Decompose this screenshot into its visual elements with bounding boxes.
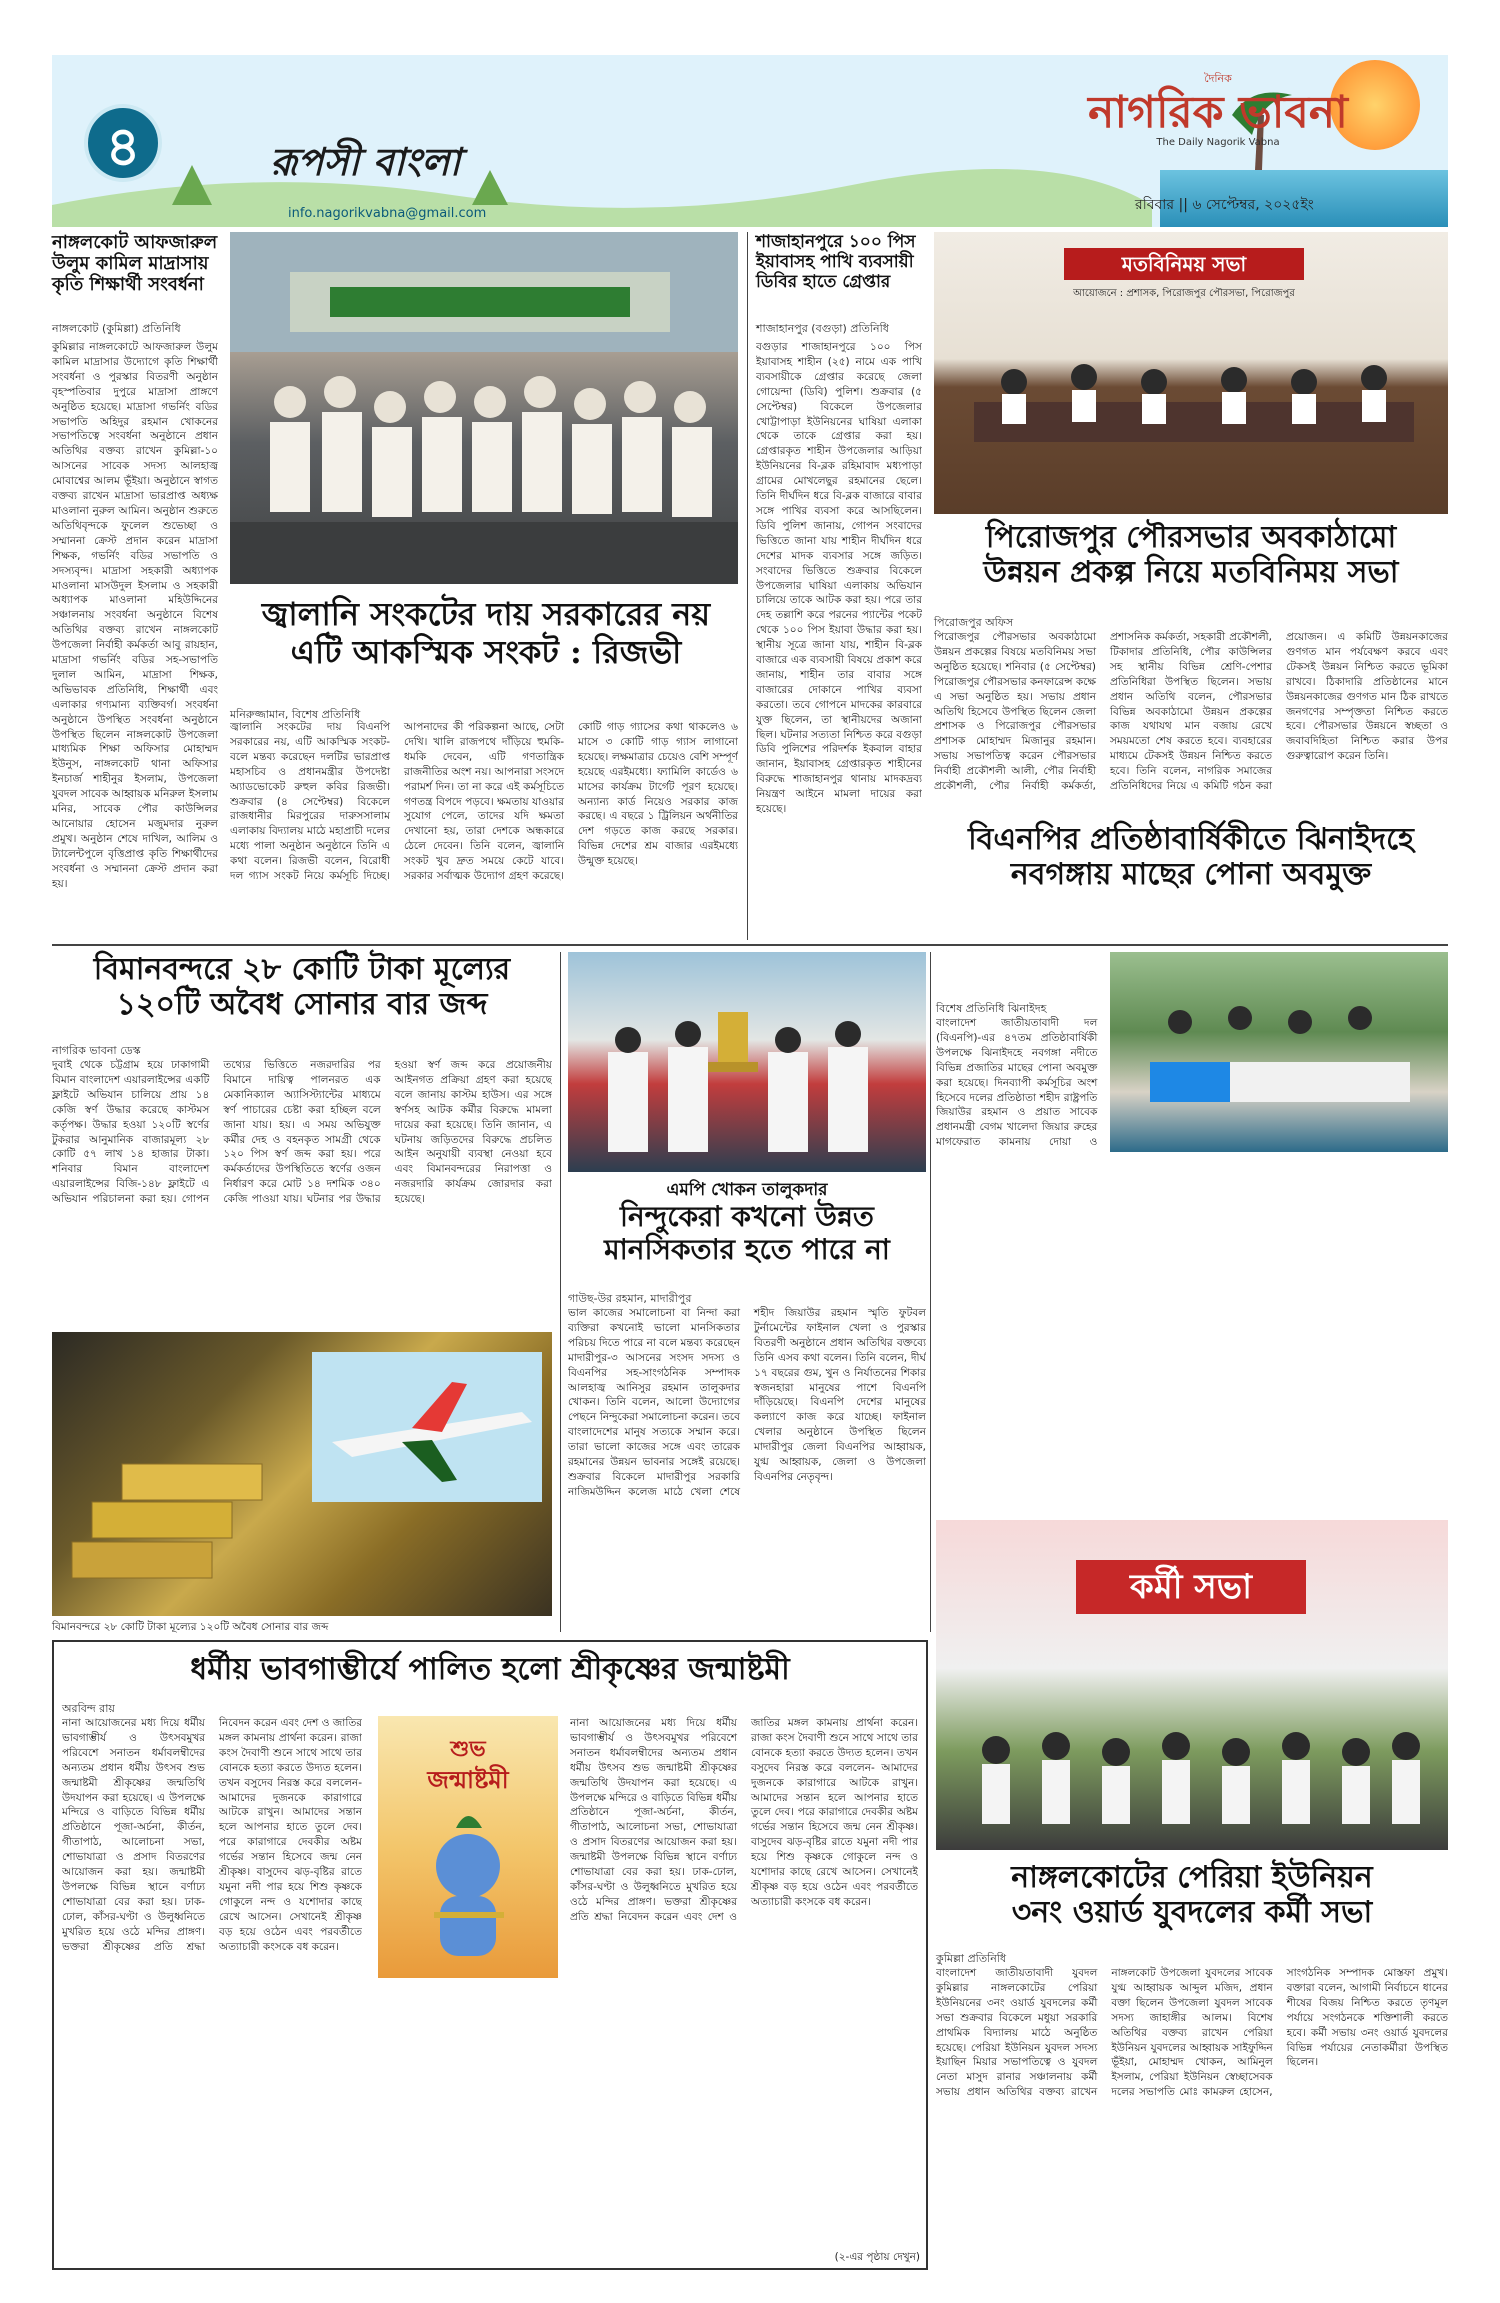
article5-caption: বিমানবন্দরে ২৮ কোটি টাকা মূল্যের ১২০টি অবৈধ সোনার বার জব্দ [52,1621,329,1633]
article2-title-line2: এটি আকস্মিক সংকট : রিজভী [290,632,682,671]
article4-body: পিরোজপুর পৌরসভার অবকাঠামো উন্নয়ন প্রকল্পের বিষয়ে মতবিনিময় সভা অনুষ্ঠিত হয়েছে। শনিবার (৫ সেপ্টেম্বর) পিরোজপুর পৌরসভার কনফারেন্স কক্ষে এ সভা অনুষ্ঠিত হয়। সভায় প্রধান অতিথি হিসেবে উপস্থিত ছিলেন জেলা প্রশাসক ও পিরোজপুর পৌরসভার প্রশাসক মোহাম্মদ মিজানুর রহমান। সভায় সভাপতিত্ব করেন পৌরসভার নির্বাহী প্রকৌশলী আলী, পৌর নির্বাহী প্রকৌশলী, পৌর নির্বাহী কর্মকর্তা, প্রশাসনিক কর্মকর্তা, সহকারী প্রকৌশলী, টিকাদার প্রতিনিধি, পৌর কাউন্সিলর সহ স্থানীয় বিভিন্ন শ্রেণি-পেশার প্রতিনিধিরা উপস্থিত ছিলেন। সভায় প্রধান অতিথি বলেন, পৌরসভার বিভিন্ন অবকাঠামো উন্নয়ন প্রকল্পের কাজ যথাযথ মান বজায় রেখে সময়মতো শেষ করতে হবে। ব্যবহারের মাধ্যমে টেকসই উন্নয়ন নিশ্চিত করতে হবে। তিনি বলেন, নাগরিক সমাজের প্রতিনিধিদের নিয়ে এ কমিটি গঠন করা প্রয়োজন। এ কমিটি উন্নয়নকাজের গুণগত মান পর্যবেক্ষণ করবে এবং টেকসই উন্নয়ন নিশ্চিত করতে ভূমিকা রাখবে। ঠিকাদারি প্রতিষ্ঠানের মানে উন্নয়নকাজের গুণগত মান ঠিক রাখতে জনগণের সম্পৃক্ততা নিশ্চিত করতে হবে। পৌরসভার উন্নয়নে স্বচ্ছতা ও জবাবদিহিতা নিশ্চিত করার উপর গুরুত্বারোপ করেন তিনি। [934,631,1448,793]
janmashtami-image [378,1716,558,1978]
article3-body: বগুড়ার শাজাহানপুরে ১০০ পিস ইয়াবাসহ শাহীন (২৫) নামে এক পাখি ব্যবসায়ীকে গ্রেপ্তার করেছে জেলা গোয়েন্দা (ডিবি) পুলিশ। শুক্রবার (৫ সেপ্টেম্বর) বিকেলে উপজেলার খোট্টাপাড়া ইউনিয়নের ঘাষিয়া এলাকা থেকে তাকে গ্রেপ্তার করা হয়। গ্রেপ্তারকৃত শাহীন উপজেলার আড়িয়া ইউনিয়নের বি-ব্লক রহিমাবাদ মধ্যপাড়া গ্রামের মোখলেছুর রহমানের ছেলে। তিনি দীর্ঘদিন ধরে বি-ব্লক বাজারে বাবার সঙ্গে পাখির ব্যবসা করে আসছিলেন। ডিবি পুলিশ জানায়, গোপন সংবাদের ভিত্তিতে জানা যায় শাহীন দীর্ঘদিন ধরে দেশের মাদক ব্যবসার সঙ্গে জড়িত। সংবাদের ভিত্তিতে শুক্রবার বিকেলে উপজেলার ঘাষিয়া এলাকায় অভিযান চালিয়ে তাকে আটক করা হয়। পরে তার দেহ তল্লাশি করে পরনের প্যান্টের পকেট থেকে ১০০ পিস ইয়াবা উদ্ধার করা হয়। স্থানীয় সূত্রে জানা যায়, শাহীন বি-ব্লক বাজারে এক ব্যবসায়ী বিষয়ে প্রকাশ করে জানায়, শাহীন তার বাবার সঙ্গে বাজারের দোকানে পাখির ব্যবসা করতো। তবে গোপনে মাদকের কারবারে যুক্ত ছিলেন, তা স্থানীয়দের অজানা ছিল। ঘটনার সত্যতা নিশ্চিত করে বগুড়া ডিবি পুলিশের পরিদর্শক ইকবাল বাহার জানান, ইয়াবাসহ গ্রেপ্তারকৃত শাহীনের বিরুদ্ধে শাজাহানপুর থানায় মাদকদ্রব্য নিয়ন্ত্রণ আইনে মামলা দায়ের করা হয়েছে। [756,341,922,816]
worker-meeting-photo [936,1520,1448,1850]
article5-title-line1: বিমানবন্দরে ২৮ কোটি টাকা মূল্যের [93,952,511,987]
masthead [1088,70,1348,148]
article4-title-line1: পিরোজপুর পৌরসভার অবকাঠামো [985,520,1397,555]
trophy-ceremony-illustration [568,952,926,1172]
article6-byline: গাউছ-উর রহমান, মাদারীপুর [568,1292,692,1305]
krishna-illustration [378,1716,558,1978]
issue-date: রবিবার || ৬ সেপ্টেম্বর, ২০২৫ইং [1135,197,1314,213]
janmashtami-greeting: শুভ [450,1737,486,1762]
gathering-illustration [936,1520,1448,1850]
article7-body: বাংলাদেশ জাতীয়তাবাদী দল (বিএনপি)-এর ৪৭তম প্রতিষ্ঠাবার্ষিকী উপলক্ষে ঝিনাইদহে নবগঙ্গা নদীতে বিভিন্ন প্রজাতির মাছের পোনা অবমুক্ত করা হয়েছে। দিনব্যাপী কর্মসূচির অংশ হিসেবে দলের প্রতিষ্ঠাতা শহীদ রাষ্ট্রপতি জিয়াউর রহমান ও প্রয়াত সাবেক প্রধানমন্ত্রী বেগম খালেদা জিয়ার রুহের মাগফেরাত কামনায় দোয়া ও [936,1017,1098,1149]
article4-photo [934,232,1448,514]
article3-byline: শাজাহানপুর (বগুড়া) প্রতিনিধি [756,322,889,335]
article7-byline: বিশেষ প্রতিনিধি ঝিনাইদহ [936,1002,1047,1015]
section-divider [52,944,1448,946]
article9-title-line2: ৩নং ওয়ার্ড যুবদলের কর্মী সভা [1011,1895,1373,1931]
article4-photo-sub: আয়োজনে : প্রশাসক, পিরোজপুর পৌরসভা, পিরোজপুর [1073,288,1295,299]
article8-body-part2: নানা আয়োজনের মধ্য দিয়ে ধর্মীয় ভাবগাম্ভীর্য ও উৎসবমুখর পরিবেশে সনাতন ধর্মাবলম্বীদের অন্যতম প্রধান ধর্মীয় উৎসব শুভ জন্মাষ্টমী শ্রীকৃষ্ণের জন্মতিথি উদযাপন করা হয়েছে। এ উপলক্ষে মন্দিরে ও বাড়িতে বিভিন্ন ধর্মীয় প্রতিষ্ঠানে পূজা-অর্চনা, কীর্তন, গীতাপাঠ, আলোচনা সভা, শোভাযাত্রা ও প্রসাদ বিতরণের আয়োজন করা হয়। জন্মাষ্টমী উপলক্ষে বিভিন্ন স্থানে বর্ণাঢ্য শোভাযাত্রা বের করা হয়। ঢাক-ঢোল, কাঁসর-ঘণ্টা ও উলুধ্বনিতে মুখরিত হয়ে ওঠে মন্দির প্রাঙ্গণ। ভক্তরা শ্রীকৃষ্ণের প্রতি শ্রদ্ধা নিবেদন করেন এবং দেশ ও জাতির মঙ্গল কামনায় প্রার্থনা করেন। রাজা কংস দৈবাণী শুনে সাথে সাথে তার বোনকে হত্যা করতে উদ্যত হলেন। তখন বসুদেব নিরস্ত করে বললেন- আমাদের দুজনকে কারাগারে আটকে রাখুন। আমাদের সন্তান হলে আপনার হাতে তুলে দেব। পরে কারাগারে দেবকীর অষ্টম গর্ভের সন্তান হিসেবে জন্ম নেন শ্রীকৃষ্ণ। বাসুদেব ঝড়-বৃষ্টির রাতে যমুনা নদী পার হয়ে শিশু কৃষ্ণকে গোকুলে নন্দ ও যশোদার কাছে রেখে আসেন। সেখানেই শ্রীকৃষ্ণ বড় হয়ে ওঠেন এবং পরবর্তীতে অত্যাচারী কংসকে বধ করেন। [570,1717,918,1923]
article5-body: দুবাই থেকে চট্টগ্রাম হয়ে ঢাকাগামী বিমান বাংলাদেশ এয়ারলাইন্সের একটি ফ্লাইটে অভিযান চালিয়ে প্রায় ১৪ কেজি স্বর্ণ উদ্ধার করেছে কাস্টমস কর্তৃপক্ষ। উদ্ধার হওয়া ১২০টি স্বর্ণের টুকরার আনুমানিক বাজারমূল্য ২৮ কোটি ৫৭ লাখ ১৪ হাজার টাকা। শনিবার বিমান বাংলাদেশ এয়ারলাইন্সের বিজি-১৪৮ ফ্লাইটে এ অভিযান পরিচালনা করা হয়। গোপন তথ্যের ভিত্তিতে নজরদারির পর বিমানে দায়িত্ব পালনরত এক মেকানিক্যাল অ্যাসিস্ট্যান্টের মাধ্যমে স্বর্ণ পাচারের চেষ্টা করা হচ্ছিল বলে জানা যায়। হয়। এ সময় অভিযুক্ত কর্মীর দেহ ও বহনকৃত সামগ্রী থেকে ১২০ পিস স্বর্ণ জব্দ করা হয়। পরে কর্মকর্তাদের উপস্থিতিতে স্বর্ণের ওজন নির্ধারণ করে মোট ১৪ দশমিক ৩৪০ কেজি পাওয়া যায়। ঘটনার পর উদ্ধার হওয়া স্বর্ণ জব্দ করে প্রয়োজনীয় আইনগত প্রক্রিয়া গ্রহণ করা হয়েছে বলে জানায় কাস্টম হাউস। এর সঙ্গে স্বর্ণসহ আটক কর্মীর বিরুদ্ধে মামলা দায়ের করা হয়েছে। তিনি জানান, এ ঘটনায় জড়িতদের বিরুদ্ধে প্রচলিত আইন অনুযায়ী ব্যবস্থা নেওয়া হবে এবং বিমানবন্দরের নিরাপত্তা ও নজরদারি কার্যক্রম জোরদার করা হয়েছে। [52,1059,552,1206]
article7-title [934,822,1448,893]
gold-bars-photo [52,1332,552,1616]
article4-title [940,520,1442,591]
article7-title-line2: নবগঙ্গায় মাছের পোনা অবমুক্ত [1010,857,1372,893]
article9-title [936,1860,1448,1931]
masthead-name: নাগরিক ভাবনা [1088,87,1348,138]
article4-byline: পিরোজপুর অফিস [934,616,1014,629]
article9-body: বাংলাদেশ জাতীয়তাবাদী যুবদল কুমিল্লার নাঙ্গলকোটের পেরিয়া ইউনিয়নের ৩নং ওয়ার্ড যুবদলের কর্মী সভা শুক্রবার বিকেলে মধুয়া সরকারি প্রাথমিক বিদ্যালয় মাঠে অনুষ্ঠিত হয়েছে। পেরিয়া ইউনিয়ন যুবদল সদস্য ইয়াছিন মিয়ার সভাপতিত্বে ও যুবদল নেতা মাসুদ রানার সঞ্চালনায় কর্মী সভায় প্রধান অতিথির বক্তব্য রাখেন নাঙ্গলকোট উপজেলা যুবদলের সাবেক যুগ্ম আহ্বায়ক আব্দুল মজিদ, প্রধান বক্তা ছিলেন উপজেলা যুবদল সাবেক সদস্য জাহাঙ্গীর আলম। বিশেষ অতিথির বক্তব্য রাখেন পেরিয়া ইউনিয়ন যুবদলের আহ্বায়ক সাইফুদ্দিন ভূঁইয়া, মোহাম্মদ খোকন, আমিনুল ইসলাম, পেরিয়া ইউনিয়ন স্বেচ্ছাসেবক দলের সভাপতি মোঃ কামরুল হোসেন, সাংগঠনিক সম্পাদক মোস্তফা প্রমুখ। বক্তারা বলেন, আগামী নির্বাচনে ধানের শীষের বিজয় নিশ্চিত করতে তৃণমূল পর্যায়ে সংগঠনকে শক্তিশালী করতে হবে। কর্মী সভায় ৩নং ওয়ার্ড যুবদলের বিভিন্ন পর্যায়ের নেতাকর্মীরা উপস্থিত ছিলেন। [936,1967,1448,2099]
article8-title: ধর্মীয় ভাবগাম্ভীর্যে পালিত হলো শ্রীকৃষ্ণের জন্মাষ্টমী [190,1652,790,1687]
article6-title [568,1180,926,1266]
article7-title-line1: বিএনপির প্রতিষ্ঠাবার্ষিকীতে ঝিনাইদহে [968,822,1414,857]
article4-photo-banner: মতবিনিময় সভা [1064,248,1304,280]
column-divider [747,232,748,940]
article5-byline: নাগরিক ভাবনা ডেস্ক [52,1044,141,1057]
gold-and-aircraft-illustration [52,1332,552,1616]
article1-body: কুমিল্লার নাঙ্গলকোটে আফজারুল উলুম কামিল মাদ্রাসার উদ্যোগে কৃতি শিক্ষার্থী সংবর্ধনা ও পুরস্কার বিতরণী অনুষ্ঠান বৃহস্পতিবার দুপুরে মাদ্রাসা প্রাঙ্গণে অনুষ্ঠিত হয়েছে। মাদ্রাসা গভর্নিং বডির সভাপতি অহিদুর রহমান খোকনের সভাপতিত্বে সংবর্ধনা অনুষ্ঠানে প্রধান অতিথির বক্তব্য রাখেন কুমিল্লা-১০ আসনের সাবেক সদস্য আলহাজ্ব মোবাশ্বের আলম ভূঁইয়া। অনুষ্ঠানে স্বাগত বক্তব্য রাখেন মাদ্রাসা ভারপ্রাপ্ত অধ্যক্ষ মাওলানা নুরুল আমিন। অনুষ্ঠান শুরুতে অতিথিবৃন্দকে ফুলেল শুভেচ্ছা ও সম্মাননা ক্রেস্ট প্রদান করেন মাদ্রাসা শিক্ষক, গভর্নিং বডির সভাপতি ও সদস্যবৃন্দ। মাদ্রাসা সহকারী অধ্যাপক মাওলানা মাসউদুল ইসলাম ও সহকারী অধ্যাপক মাওলানা মহিউদ্দিনের সঞ্চালনায় সংবর্ধনা অনুষ্ঠানে বিশেষ অতিথির বক্তব্য রাখেন নাঙ্গলকোট উপজেলা নির্বাহী কর্মকর্তা আবু রায়হান, মাদ্রাসা গভর্নিং বডির সহ-সভাপতি দুলাল আমিন, মাদ্রাসা শিক্ষক, অভিভাবক প্রতিনিধি, শিক্ষার্থী এবং এলাকার গণ্যমান্য ব্যক্তিবর্গ। সংবর্ধনা অনুষ্ঠানে উপস্থিত সংবর্ধনা অনুষ্ঠানে উপস্থিত ছিলেন নাঙ্গলকোট উপজেলা মাধ্যমিক শিক্ষা অফিসার মোহাম্মদ ইউনুস, নাঙ্গলকোট থানা অফিসার ইনচার্জ শাহীনুর ইসলাম, উপজেলা যুবদল সাবেক আহ্বায়ক মনিরুল ইসলাম মনির, সাবেক পৌর কাউন্সিলর আনোয়ার হোসেন মজুমদার নুরুল প্রমুখ। অনুষ্ঠান শেষে দাখিল, আলিম ও ট্যালেন্টপুলে বৃত্তিপ্রাপ্ত কৃতি শিক্ষার্থীদের সংবর্ধনা ও সম্মাননা ক্রেস্ট প্রদান করা হয়। [52,341,218,890]
article4-title-line2: উন্নয়ন প্রকল্প নিয়ে মতবিনিময় সভা [983,555,1399,591]
article5-title [52,952,552,1023]
column-divider [560,952,561,1632]
article8-byline: অরবিন্দ রায় [62,1702,115,1715]
article6-title-line1: এমপি খোকন তালুকদার [666,1180,828,1200]
column-divider [930,952,931,1632]
article6-title-line3: মানসিকতার হতে পারে না [604,1233,890,1267]
article5-title-line2: ১২০টি অবৈধ সোনার বার জব্দ [116,987,488,1023]
article2-title-line1: জ্বালানি সংকটের দায় সরকারের নয় [261,595,711,633]
page-number: ৪ [84,104,162,182]
article6-body: ভাল কাজের সমালোচনা বা নিন্দা করা ব্যক্তিরা কখনোই ভালো মানসিকতার পরিচয় দিতে পারে না বলে মন্তব্য করেছেন মাদারীপুর-৩ আসনের সংসদ সদস্য ও বিএনপির সহ-সাংগঠনিক সম্পাদক আলহাজ্ব আনিসুর রহমান তালুকদার খোকন। তিনি বলেন, আলো উদ্যোগের পেছনে নিন্দুকেরা সমালোচনা করেন। তবে বাংলাদেশের মানুষ সত্যকে সম্মান করে। তারা ভালো কাজের সঙ্গে এবং তারেক রহমানের উন্নয়ন ভাবনার সঙ্গেই রয়েছে। শুক্রবার বিকেলে মাদারীপুর সরকারি নাজিমউদ্দিন কলেজ মাঠে খেলা শেষে শহীদ জিয়াউর রহমান স্মৃতি ফুটবল টুর্নামেন্টের ফাইনাল খেলা ও পুরস্কার বিতরণী অনুষ্ঠানে প্রধান অতিথির বক্তব্যে তিনি এসব কথা বলেন। তিনি বলেন, দীর্ঘ ১৭ বছরের গুম, খুন ও নির্যাতনের শিকার স্বজনহারা মানুষের পাশে বিএনপি দাঁড়িয়েছে। বিএনপি দেশের মানুষের কল্যাণে কাজ করে যাচ্ছে। ফাইনাল খেলার অনুষ্ঠানে উপস্থিত ছিলেন মাদারীপুর জেলা বিএনপির আহ্বায়ক, যুগ্ম আহ্বায়ক, জেলা ও উপজেলা বিএনপির নেতৃবৃন্দ। [568,1307,926,1498]
article9-byline: কুমিল্লা প্রতিনিধি [936,1952,1007,1965]
worker-meeting-banner: কর্মী সভা [1076,1560,1306,1614]
article6-title-line2: নিন্দুকেরা কখনো উন্নত [620,1200,874,1234]
article6-photo [568,952,926,1172]
article3-title: শাজাহানপুরে ১০০ পিস ইয়াবাসহ পাখি ব্যবসায়ী ডিবির হাতে গ্রেপ্তার [756,232,916,293]
contact-email[interactable]: info.nagorikvabna@gmail.com [288,206,487,221]
article2-photo [230,232,738,584]
masthead-sub: The Daily Nagorik Vabna [1156,137,1280,148]
janmashtami-greeting-title: জন্মাষ্টমী [427,1766,509,1794]
article8-body-part1: নানা আয়োজনের মধ্য দিয়ে ধর্মীয় ভাবগাম্ভীর্য ও উৎসবমুখর পরিবেশে সনাতন ধর্মাবলম্বীদের অন্যতম প্রধান ধর্মীয় উৎসব শুভ জন্মাষ্টমী শ্রীকৃষ্ণের জন্মতিথি উদযাপন করা হয়েছে। এ উপলক্ষে মন্দিরে ও বাড়িতে বিভিন্ন ধর্মীয় প্রতিষ্ঠানে পূজা-অর্চনা, কীর্তন, গীতাপাঠ, আলোচনা সভা, শোভাযাত্রা ও প্রসাদ বিতরণের আয়োজন করা হয়। জন্মাষ্টমী উপলক্ষে বিভিন্ন স্থানে বর্ণাঢ্য শোভাযাত্রা বের করা হয়। ঢাক-ঢোল, কাঁসর-ঘণ্টা ও উলুধ্বনিতে মুখরিত হয়ে ওঠে মন্দির প্রাঙ্গণ। ভক্তরা শ্রীকৃষ্ণের প্রতি শ্রদ্ধা নিবেদন করেন এবং দেশ ও জাতির মঙ্গল কামনায় প্রার্থনা করেন। রাজা কংস দৈবাণী শুনে সাথে সাথে তার বোনকে হত্যা করতে উদ্যত হলেন। তখন বসুদেব নিরস্ত করে বললেন- আমাদের দুজনকে কারাগারে আটকে রাখুন। আমাদের সন্তান হলে আপনার হাতে তুলে দেব। পরে কারাগারে দেবকীর অষ্টম গর্ভের সন্তান হিসেবে জন্ম নেন শ্রীকৃষ্ণ। বাসুদেব ঝড়-বৃষ্টির রাতে যমুনা নদী পার হয়ে শিশু কৃষ্ণকে গোকুলে নন্দ ও যশোদার কাছে রেখে আসেন। সেখানেই শ্রীকৃষ্ণ বড় হয়ে ওঠেন এবং পরবর্তীতে অত্যাচারী কংসকে বধ করেন। [62,1717,362,1953]
article8-continued: (২-এর পৃষ্ঠায় দেখুন) [834,2251,920,2263]
article1-byline: নাঙ্গলকোট (কুমিল্লা) প্রতিনিধি [52,322,181,335]
article1-title: নাঙ্গলকোট আফজারুল উলুম কামিল মাদ্রাসায় কৃতি শিক্ষার্থী সংবর্ধনা [52,232,218,296]
fish-release-illustration [1110,952,1448,1152]
masthead-top: দৈনিক [1204,72,1232,85]
article9-title-line1: নাঙ্গলকোটের পেরিয়া ইউনিয়ন [1011,1860,1373,1895]
article2-body: জ্বালানি সংকটের দায় বিএনপি সরকারের নয়, এটি আকস্মিক সংকট- বলে মন্তব্য করেছেন দলটির ভারপ্রাপ্ত মহাসচিব ও প্রধানমন্ত্রীর উপদেষ্টা অ্যাডভোকেট রুহুল কবির রিজভী। শুক্রবার (৪ সেপ্টেম্বর) বিকেলে রাজধানীর মিরপুরের দারুসসালাম এলাকায় বিদ্যালয় মাঠে মহাপ্রাচী দলের মধ্যে পালা অনুষ্ঠান অনুষ্ঠানে তিনি এ কথা বলেন। রিজভী বলেন, বিরোধী দল গ্যাস সংকট নিয়ে কর্মসূচি দিচ্ছে। আপনাদের কী পরিকল্পনা আছে, সেটা দেখি। খালি রাজপথে দাঁড়িয়ে হুমকি-ধমকি দেবেন, এটি গণতান্ত্রিক রাজনীতির অংশ নয়। আপনারা সংসদে পরামর্শ দিন। তা না করে এই কর্মসূচিতে গণতন্ত্র বিপদে পড়বে। ক্ষমতায় যাওয়ার সুযোগ পেলে, তাদের যদি ক্ষমতা দেখানো হয়, তারা দেশকে অন্ধকারে ঠেলে দেবেন। তিনি বলেন, জ্বালানি সংকট খুব দ্রুত সময়ে কেটে যাবে। সরকার সর্বাত্মক উদ্যোগ গ্রহণ করেছে। কোটি গাড় গ্যাসের কথা থাকলেও ৬ মাসে ৩ কোটি গাড় গ্যাস লাগানো হয়েছে। লক্ষমাত্রার চেয়েও বেশি সম্পূর্ণ হয়েছে এরইমধ্যে। ফ্যামিলি কার্ডেও ৬ মাসের কার্যক্রম টার্গেট পূরণ হয়েছে। অন্যান্য কার্ড নিয়েও সরকার কাজ করছে। এ বছরে ১ ট্রিলিয়ন অর্থনীতির দেশ গড়তে কাজ করছে সরকার। বিভিন্ন দেশের শ্রম বাজার এরইমধ্যে উন্মুক্ত হয়েছে। [230,721,738,883]
article2-byline: মনিরুজ্জামান, বিশেষ প্রতিনিধি [230,708,361,721]
rally-crowd-illustration [230,232,738,584]
article2-title [244,596,728,672]
section-title: রূপসী বাংলা [270,139,461,184]
meeting-illustration [934,232,1448,514]
article7-photo [1110,952,1448,1152]
